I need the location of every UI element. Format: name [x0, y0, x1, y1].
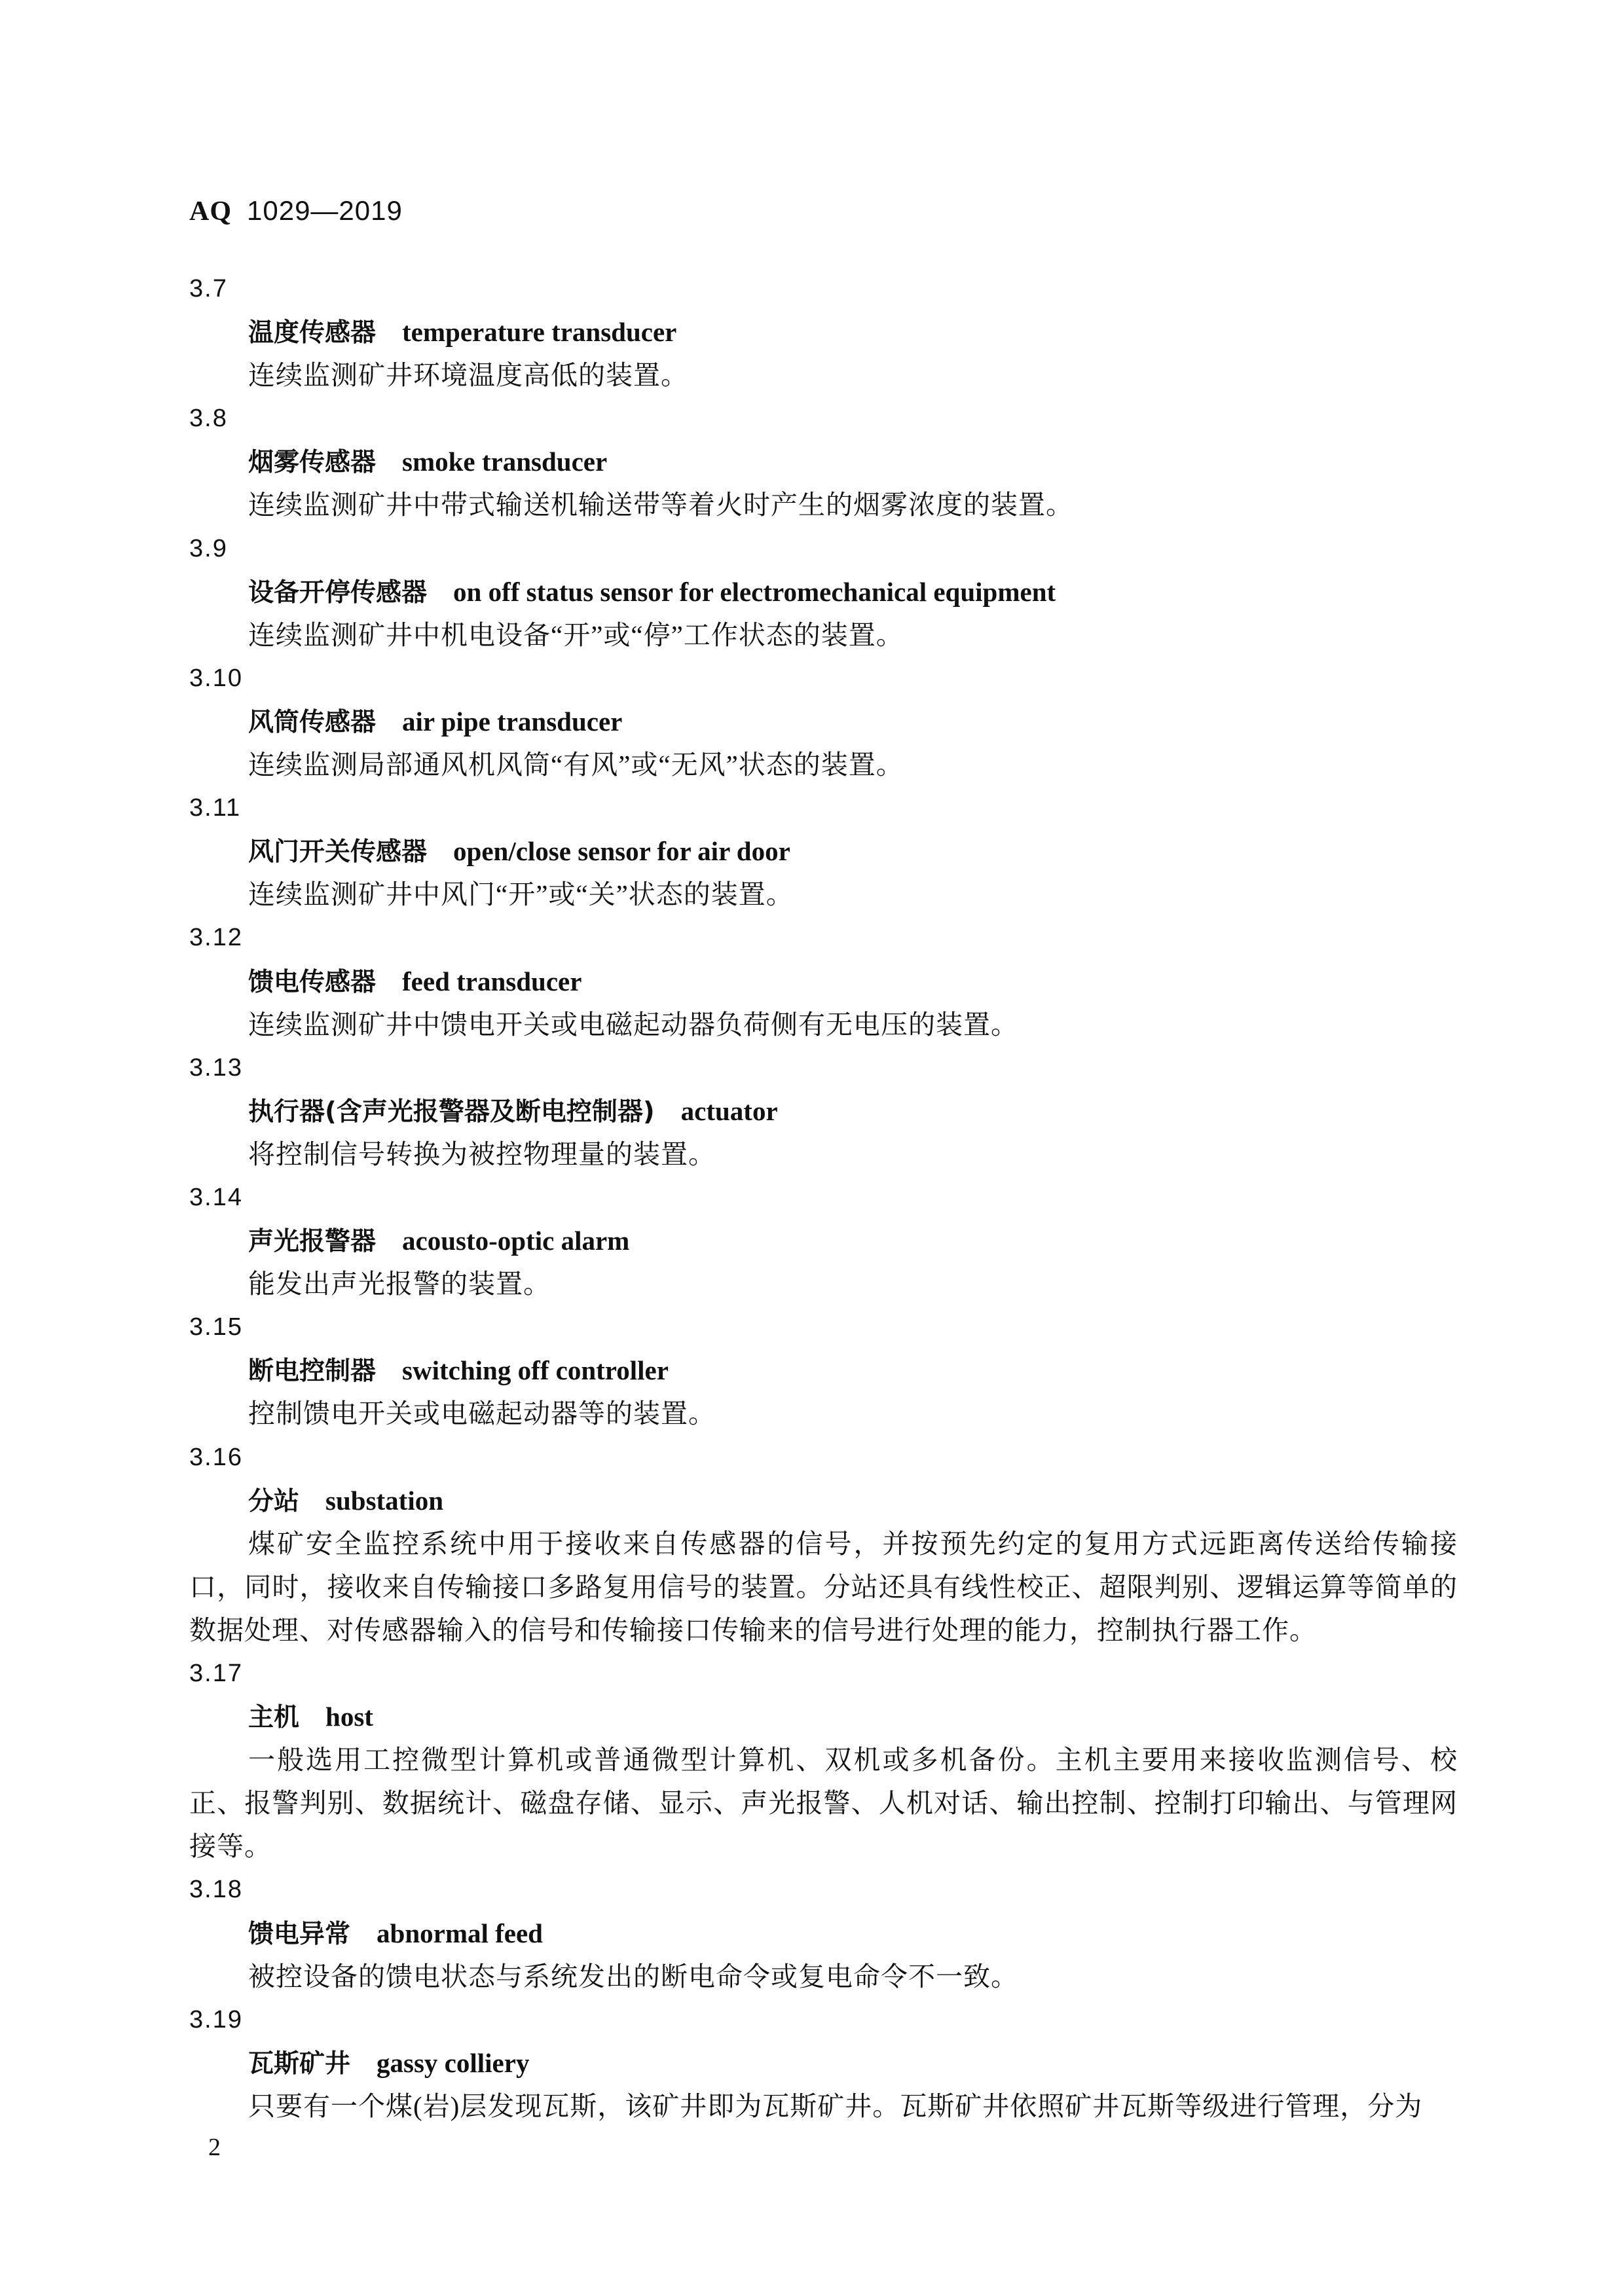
definition-line: 连续监测矿井中机电设备“开”或“停”工作状态的装置。 — [248, 619, 904, 650]
document-header — [189, 195, 403, 227]
term-english: temperature transducer — [402, 317, 677, 348]
term-chinese: 主机 — [248, 1703, 300, 1733]
term-title — [189, 1219, 1458, 1262]
definition-line: 能发出声光报警的装置。 — [248, 1269, 551, 1300]
term-english: switching off controller — [402, 1355, 669, 1386]
definition-line: 一般选用工控微型计算机或普通微型计算机、双机或多机备份。主机主要用来接收监测信号、校 — [248, 1745, 1458, 1776]
term-title — [189, 1479, 1458, 1522]
term-entry — [189, 397, 1458, 526]
term-number: 3.16 — [189, 1443, 243, 1471]
term-number: 3.10 — [189, 664, 243, 692]
term-entry — [189, 1868, 1458, 1997]
term-number: 3.19 — [189, 2005, 243, 2033]
term-chinese: 温度传感器 — [248, 318, 377, 348]
term-chinese: 风筒传感器 — [248, 707, 377, 737]
term-chinese: 声光报警器 — [248, 1227, 377, 1257]
definition-line: 接等。 — [189, 1831, 272, 1862]
page-number: 2 — [208, 2134, 221, 2161]
term-entry — [189, 786, 1458, 916]
term-title — [189, 700, 1458, 743]
term-entry — [189, 1176, 1458, 1305]
definition-line: 连续监测矿井环境温度高低的装置。 — [248, 360, 688, 391]
definition-line: 只要有一个煤(岩)层发现瓦斯，该矿井即为瓦斯矿井。瓦斯矿井依照矿井瓦斯等级进行管理，分为 — [248, 2090, 1423, 2121]
definition-line: 将控制信号转换为被控物理量的装置。 — [248, 1139, 716, 1169]
term-number: 3.14 — [189, 1183, 243, 1211]
definition-line: 连续监测矿井中带式输送机输送带等着火时产生的烟雾浓度的装置。 — [248, 490, 1073, 520]
standard-code: 1029—2019 — [247, 195, 403, 226]
term-title — [189, 570, 1458, 613]
term-english: on off status sensor for electromechanical equipment — [453, 576, 1056, 607]
term-title — [189, 1089, 1458, 1133]
term-chinese: 执行器(含声光报警器及断电控制器) — [248, 1097, 655, 1127]
definition-line: 煤矿安全监控系统中用于接收来自传感器的信号，并按预先约定的复用方式远距离传送给传输接 — [248, 1528, 1458, 1559]
term-chinese: 瓦斯矿井 — [248, 2049, 351, 2079]
term-entry — [189, 1998, 1458, 2128]
term-number: 3.18 — [189, 1876, 243, 1904]
definition-line: 数据处理、对传感器输入的信号和传输接口传输来的信号进行处理的能力，控制执行器工作。 — [189, 1614, 1317, 1645]
term-number: 3.7 — [189, 275, 228, 302]
term-entry — [189, 1046, 1458, 1176]
definition-line: 被控设备的馈电状态与系统发出的断电命令或复电命令不一致。 — [248, 1961, 1018, 1992]
term-chinese: 风门开关传感器 — [248, 837, 428, 867]
term-chinese: 设备开停传感器 — [248, 577, 428, 608]
term-title — [189, 310, 1458, 354]
term-english: smoke transducer — [402, 446, 608, 477]
term-title — [189, 2041, 1458, 2085]
term-number: 3.13 — [189, 1053, 243, 1082]
definition-line: 正、报警判别、数据统计、磁盘存储、显示、声光报警、人机对话、输出控制、控制打印输出、与管理网 — [189, 1788, 1458, 1819]
term-chinese: 分站 — [248, 1486, 300, 1516]
term-title — [189, 960, 1458, 1003]
term-entry — [189, 1436, 1458, 1652]
term-entry — [189, 1305, 1458, 1435]
term-title — [189, 1695, 1458, 1738]
term-english: air pipe transducer — [402, 706, 623, 737]
term-number: 3.12 — [189, 924, 243, 952]
term-number: 3.15 — [189, 1313, 243, 1341]
term-chinese: 馈电传感器 — [248, 967, 377, 997]
term-title — [189, 1349, 1458, 1392]
term-english: open/close sensor for air door — [453, 836, 790, 867]
definition-line: 连续监测局部通风机风筒“有风”或“无风”状态的装置。 — [248, 750, 904, 780]
term-chinese: 馈电异常 — [248, 1919, 351, 1949]
definition-line: 连续监测矿井中风门“开”或“关”状态的装置。 — [248, 879, 794, 910]
definition-line: 控制馈电开关或电磁起动器等的装置。 — [248, 1398, 716, 1429]
term-entry — [189, 267, 1458, 397]
term-chinese: 烟雾传感器 — [248, 448, 377, 478]
term-number: 3.11 — [189, 794, 242, 822]
term-entry — [189, 527, 1458, 657]
term-english: feed transducer — [402, 966, 582, 996]
term-chinese: 断电控制器 — [248, 1357, 377, 1387]
definition-line: 连续监测矿井中馈电开关或电磁起动器负荷侧有无电压的装置。 — [248, 1009, 1018, 1040]
term-number: 3.8 — [189, 405, 228, 433]
term-entry — [189, 657, 1458, 786]
term-english: substation — [325, 1485, 444, 1516]
term-english: gassy colliery — [377, 2047, 530, 2078]
term-english: abnormal feed — [377, 1918, 543, 1948]
standard-prefix: AQ — [189, 196, 232, 227]
term-entry — [189, 1652, 1458, 1868]
term-entry — [189, 916, 1458, 1046]
term-number: 3.9 — [189, 534, 228, 562]
terms-body — [189, 267, 1458, 2128]
term-title — [189, 1912, 1458, 1955]
term-title — [189, 829, 1458, 873]
term-number: 3.17 — [189, 1660, 243, 1687]
term-english: actuator — [680, 1095, 778, 1126]
definition-line: 口，同时，接收来自传输接口多路复用信号的装置。分站还具有线性校正、超限判别、逻辑运算等简单的 — [189, 1571, 1458, 1602]
term-english: acousto-optic alarm — [402, 1226, 630, 1256]
term-title — [189, 440, 1458, 483]
term-english: host — [325, 1702, 373, 1732]
